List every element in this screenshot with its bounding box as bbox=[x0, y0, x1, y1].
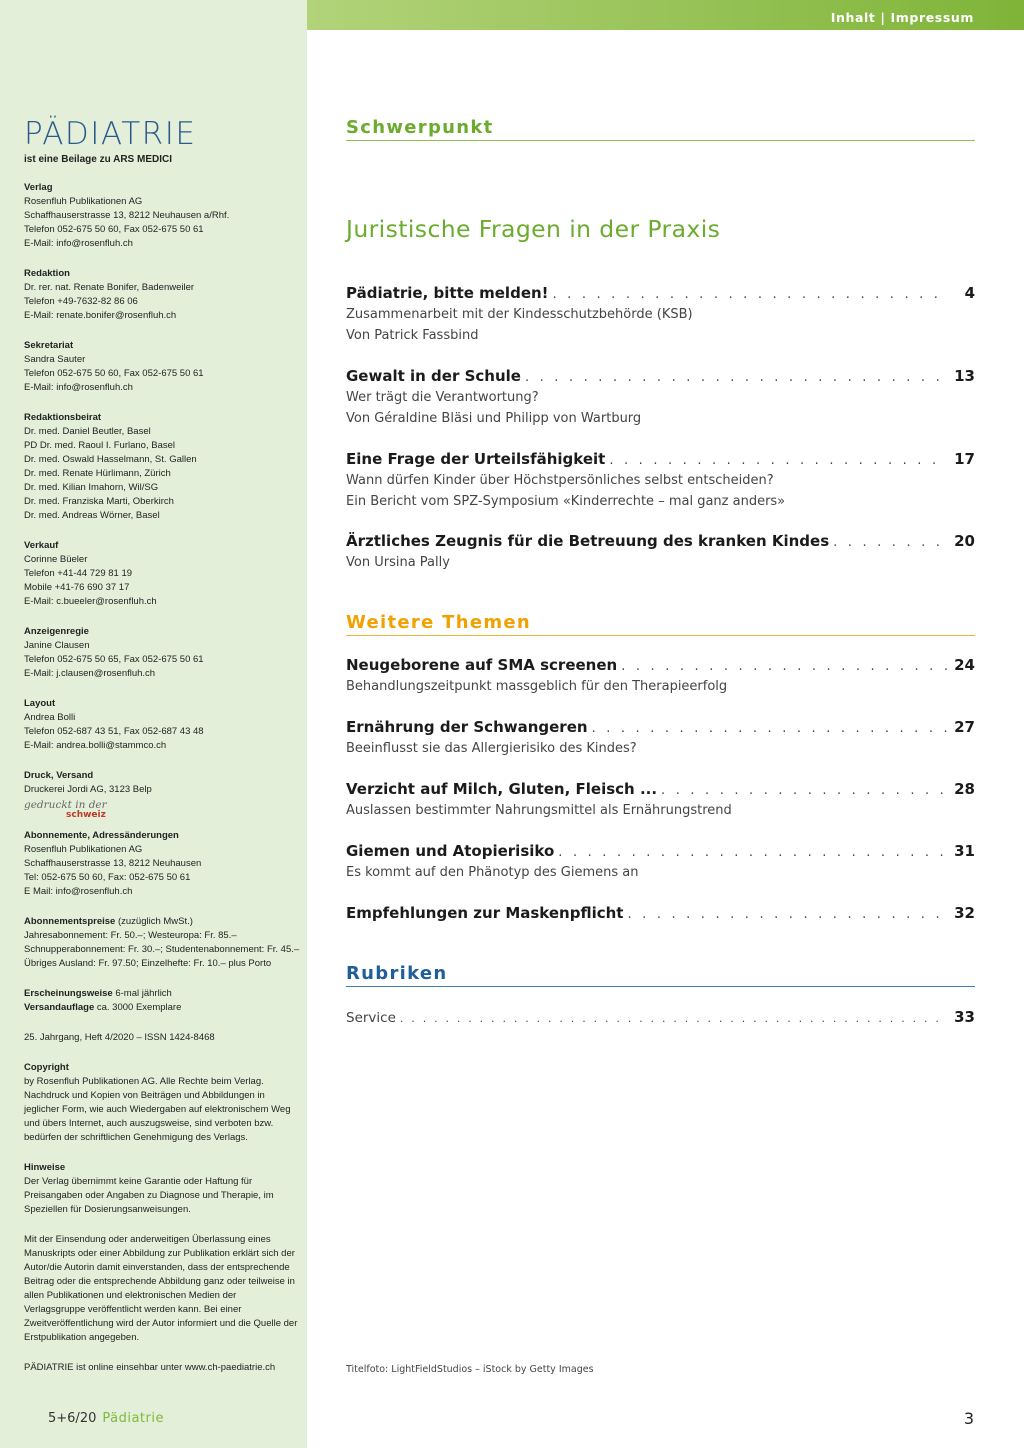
toc-entry[interactable]: Verzicht auf Milch, Gluten, Fleisch ... . . . 28 Auslassen bestimmter Nahrungsmittel als Ernährungstrend bbox=[346, 780, 975, 821]
imprint-abonnemente: Abonnemente, Adressänderungen Rosenfluh Publikationen AG Schaffhauserstrasse 13, 8212 Neuhausen Tel: 052-675 50 60, Fax: 052-675 50 61 E Mail: info@rosenfluh.ch bbox=[24, 830, 202, 897]
imprint-anzeigenregie: Anzeigenregie Janine Clausen Telefon 052-675 50 65, Fax 052-675 50 61 E-Mail: j.clausen@rosenfluh.ch bbox=[24, 626, 204, 679]
imprint-submission: Mit der Einsendung oder anderweitigen Überlassung eines Manuskripts oder einer Abbildung zur Publikation erklärt sich der Autor/die Autorin damit einverstanden, dass der entsprechende Beitrag oder die entsprechende Abbildung ganz oder teilweise in allen Publikationen und elektronischen Medien der Verlagsgruppe veröffentlicht werden kann. Bei einer Zweitveröffentlichung wird der Autor informiert und die Quelle der Erstpublikation angegeben. bbox=[24, 1234, 298, 1343]
header-bar bbox=[307, 0, 1024, 30]
imprint-prices: Abonnementspreise (zuzüglich MwSt.) Jahresabonnement: Fr. 50.–; Westeuropa: Fr. 85.– Schnupperabonnement: Fr. 30.–; Studentenabonnement: Fr. 45.– Übriges Ausland: Fr. 97.50; Einzelhefte: Fr. 10.– plus Porto bbox=[24, 916, 300, 969]
section-rubriken: Rubriken bbox=[346, 963, 975, 987]
imprint-druck: Druck, Versand Druckerei Jordi AG, 3123 Belp gedruckt in der schweiz bbox=[24, 769, 300, 823]
focus-title: Juristische Fragen in der Praxis bbox=[346, 215, 721, 243]
breadcrumb: Inhalt | Impressum bbox=[830, 10, 974, 25]
photo-credit: Titelfoto: LightFieldStudios – iStock by Getty Images bbox=[346, 1364, 594, 1375]
section-schwerpunkt: Schwerpunkt bbox=[346, 117, 975, 141]
magazine-logo: PÄDIATRIE bbox=[24, 116, 197, 152]
imprint-redaktionsbeirat: Redaktionsbeirat Dr. med. Daniel Beutler, Basel PD Dr. med. Raoul I. Furlano, Basel Dr. med. Oswald Hasselmann, St. Gallen Dr. med. Renate Hürlimann, Zürich Dr. med. Kilian Imahorn, Wil/SG Dr. med. Franziska Marti, Oberkirch Dr. med. Andreas Wörner, Basel bbox=[24, 412, 197, 521]
imprint-verlag: Verlag Rosenfluh Publikationen AG Schaffhauserstrasse 13, 8212 Neuhausen a/Rhf. Telefon 052-675 50 60, Fax 052-675 50 61 E-Mail: info@rosenfluh.ch bbox=[24, 182, 230, 249]
toc-entry[interactable]: Empfehlungen zur Maskenpflicht . . . 32 bbox=[346, 904, 975, 922]
imprint-layout: Layout Andrea Bolli Telefon 052-687 43 51, Fax 052-687 43 48 E-Mail: andrea.bolli@stammco.ch bbox=[24, 698, 204, 751]
imprint-verkauf: Verkauf Corinne Büeler Telefon +41-44 729 81 19 Mobile +41-76 690 37 17 E-Mail: c.bueeler@rosenfluh.ch bbox=[24, 540, 157, 607]
toc-entry[interactable]: Giemen und Atopierisiko . . . 31 Es kommt auf den Phänotyp des Giemens an bbox=[346, 842, 975, 883]
printed-in-switzerland-logo: gedruckt in der schweiz bbox=[24, 799, 107, 820]
section-weitere-themen: Weitere Themen bbox=[346, 612, 975, 636]
imprint-hinweise: Hinweise Der Verlag übernimmt keine Garantie oder Haftung für Preisangaben oder Angaben zu Diagnose und Therapie, im Speziellen für Dosierungsanweisungen. bbox=[24, 1162, 274, 1215]
toc-entry[interactable]: Neugeborene auf SMA screenen . . . 24 Behandlungszeitpunkt massgeblich für den Therapieerfolg bbox=[346, 656, 975, 697]
toc-entry[interactable]: Pädiatrie, bitte melden! . . . 4 Zusammenarbeit mit der Kindesschutzbehörde (KSB) Von Patrick Fassbind bbox=[346, 284, 975, 346]
imprint-frequency: Erscheinungsweise 6-mal jährlich Versandauflage ca. 3000 Exemplare bbox=[24, 988, 182, 1013]
footer-issue: 5+6/20 Pädiatrie bbox=[48, 1411, 164, 1426]
imprint-redaktion: Redaktion Dr. rer. nat. Renate Bonifer, Badenweiler Telefon +49-7632-82 86 06 E-Mail: renate.bonifer@rosenfluh.ch bbox=[24, 268, 195, 321]
impressum-content bbox=[24, 117, 300, 1375]
imprint-copyright: Copyright by Rosenfluh Publikationen AG. Alle Rechte beim Verlag. Nachdruck und Kopien von Beiträgen und Abbildungen in jeglicher Form, wie auch Wiedergaben auf elektronischem Weg und übers Internet, auch auszugsweise, sind verboten bzw. bedürfen der schriftlichen Genehmigung des Verlags. bbox=[24, 1062, 291, 1143]
imprint-issue-info: 25. Jahrgang, Heft 4/2020 – ISSN 1424-8468 bbox=[24, 1032, 215, 1043]
toc-entry[interactable]: Gewalt in der Schule . . . 13 Wer trägt die Verantwortung? Von Géraldine Bläsi und Philipp von Wartburg bbox=[346, 367, 975, 429]
toc-entry[interactable]: Ärztliches Zeugnis für die Betreuung des kranken Kindes . . . 20 Von Ursina Pally bbox=[346, 532, 975, 573]
toc-entry[interactable]: Eine Frage der Urteilsfähigkeit . . . 17 Wann dürfen Kinder über Höchstpersönliches selbst entscheiden? Ein Bericht vom SPZ-Symposium «Kinderrechte – mal ganz anders» bbox=[346, 450, 975, 512]
magazine-subtitle: ist eine Beilage zu ARS MEDICI bbox=[24, 154, 172, 165]
page-number: 3 bbox=[963, 1409, 974, 1428]
toc-entry[interactable]: Ernährung der Schwangeren . . . 27 Beeinflusst sie das Allergierisiko des Kindes? bbox=[346, 718, 975, 759]
toc-entry-service[interactable]: Service . . . 33 bbox=[346, 1008, 975, 1026]
imprint-sekretariat: Sekretariat Sandra Sauter Telefon 052-675 50 60, Fax 052-675 50 61 E-Mail: info@rosenfluh.ch bbox=[24, 340, 204, 393]
imprint-online: PÄDIATRIE ist online einsehbar unter www.ch-paediatrie.ch bbox=[24, 1362, 276, 1373]
impressum-sidebar bbox=[0, 0, 307, 1448]
